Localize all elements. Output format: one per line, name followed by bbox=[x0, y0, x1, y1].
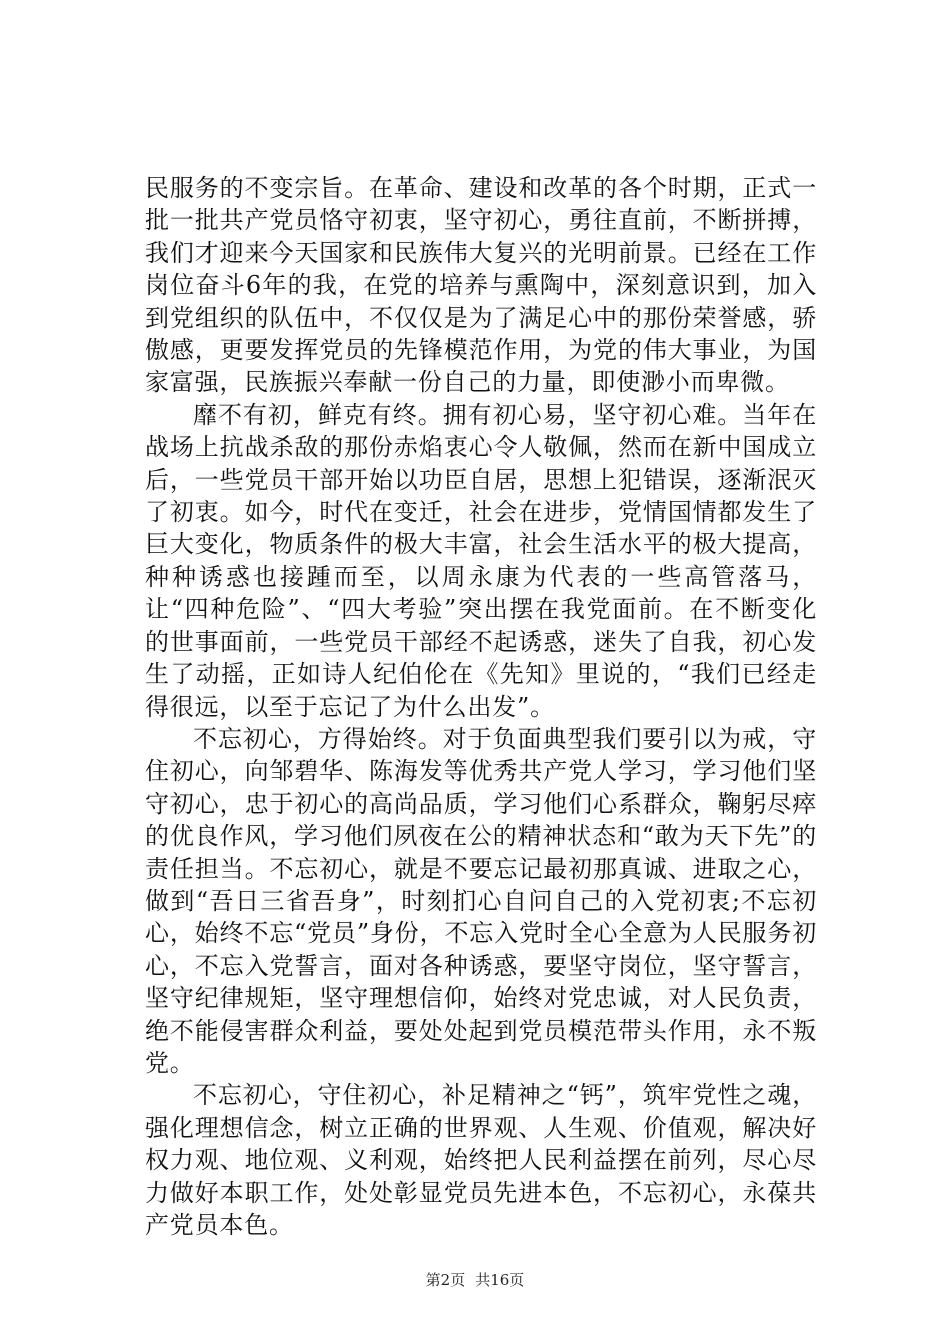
document-body bbox=[145, 172, 817, 1241]
page-total: 共16页 bbox=[475, 1271, 525, 1289]
paragraph-2: 靡不有初，鲜克有终。拥有初心易，坚守初心难。当年在战场上抗战杀敌的那份赤焰衷心令人敬佩，然而在新中国成立后，一些党员干部开始以功臣自居，思想上犯错误，逐渐泯灭了初衷。如今，时代在变迁，社会在进步，党情国情都发生了巨大变化，物质条件的极大丰富，社会生活水平的极大提高，种种诱惑也接踵而至，以周永康为代表的一些高管落马，让“四种危险”、“四大考验”突出摆在我党面前。在不断变化的世事面前，一些党员干部经不起诱惑，迷失了自我，初心发生了动摇，正如诗人纪伯伦在《先知》里说的，“我们已经走得很远，以至于忘记了为什么出发”。 bbox=[145, 400, 817, 721]
page-number: 第2页 bbox=[425, 1271, 466, 1289]
paragraph-1: 民服务的不变宗旨。在革命、建设和改革的各个时期，正式一批一批共产党员恪守初衷，坚守初心，勇往直前，不断拼搏，我们才迎来今天国家和民族伟大复兴的光明前景。已经在工作岗位奋斗6年的我，在党的培养与熏陶中，深刻意识到，加入到党组织的队伍中，不仅仅是为了满足心中的那份荣誉感，骄傲感，更要发挥党员的先锋模范作用，为党的伟大事业，为国家富强，民族振兴奉献一份自己的力量，即使渺小而卑微。 bbox=[145, 174, 817, 397]
page-footer bbox=[0, 1270, 950, 1290]
paragraph-4: 不忘初心，守住初心，补足精神之“钙”，筑牢党性之魂，强化理想信念，树立正确的世界观、人生观、价值观，解决好权力观、地位观、义利观，始终把人民利益摆在前列，尽心尽力做好本职工作，处处彰显党员先进本色，不忘初心，永葆共产党员本色。 bbox=[145, 1081, 817, 1239]
paragraph-3: 不忘初心，方得始终。对于负面典型我们要引以为戒，守住初心，向邹碧华、陈海发等优秀共产党人学习，学习他们坚守初心，忠于初心的高尚品质，学习他们心系群众，鞠躬尽瘁的优良作风，学习他们夙夜在公的精神状态和“敢为天下先”的责任担当。不忘初心，就是不要忘记最初那真诚、进取之心，做到“吾日三省吾身”，时刻扪心自问自己的入党初衷;不忘初心，始终不忘“党员”身份，不忘入党时全心全意为人民服务初心，不忘入党誓言，面对各种诱惑，要坚守岗位，坚守誓言，坚守纪律规矩，坚守理想信仰，始终对党忠诚，对人民负责，绝不能侵害群众利益，要处处起到党员模范带头作用，永不叛党。 bbox=[145, 724, 817, 1077]
